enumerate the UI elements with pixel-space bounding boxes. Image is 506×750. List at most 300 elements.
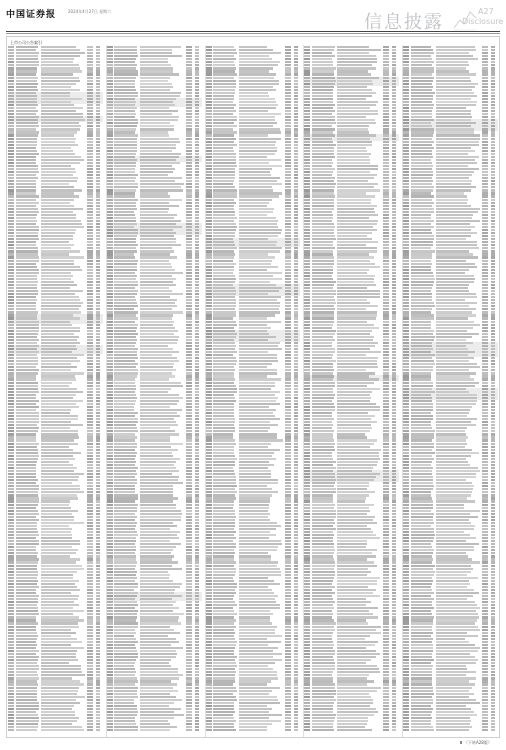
stock-code <box>107 250 113 252</box>
company-name <box>16 321 39 323</box>
company-name <box>114 162 136 164</box>
company-name <box>114 202 136 204</box>
index-row <box>8 397 103 399</box>
announcement-title <box>41 699 76 701</box>
announcement-title <box>41 522 84 524</box>
page-ref <box>96 537 100 539</box>
announcement-title <box>41 610 84 612</box>
page-ref <box>96 89 100 91</box>
announcement-title <box>41 568 84 570</box>
announcement-date <box>186 177 192 179</box>
index-row <box>8 58 103 60</box>
announcement-title <box>41 327 80 329</box>
page-ref <box>195 171 199 173</box>
page-ref <box>96 580 100 582</box>
company-name <box>114 110 135 112</box>
page-ref <box>96 138 100 140</box>
stock-code <box>107 128 113 130</box>
announcement-title <box>140 211 168 213</box>
index-row <box>8 534 103 536</box>
company-name <box>114 183 138 185</box>
company-name <box>16 488 40 490</box>
index-row <box>8 610 103 612</box>
page-ref <box>195 238 199 240</box>
company-name <box>16 229 39 231</box>
announcement-title <box>41 711 75 713</box>
stock-code <box>8 476 14 478</box>
announcement-title <box>140 186 181 188</box>
announcement-date <box>87 522 93 524</box>
company-name <box>114 168 134 170</box>
announcement-date <box>87 159 93 161</box>
index-row <box>107 217 202 219</box>
index-row <box>107 125 202 127</box>
stock-code <box>107 266 113 268</box>
page-ref <box>96 711 100 713</box>
page-ref <box>195 92 199 94</box>
announcement-date <box>87 723 93 725</box>
announcement-date <box>186 83 192 85</box>
stock-code <box>8 491 14 493</box>
company-name <box>114 199 138 201</box>
company-name <box>16 729 37 731</box>
page-ref <box>96 348 100 350</box>
announcement-date <box>87 415 93 417</box>
announcement-date <box>87 418 93 420</box>
announcement-date <box>87 464 93 466</box>
announcement-date <box>87 595 93 597</box>
stock-code <box>8 174 14 176</box>
company-name <box>16 491 39 493</box>
company-name <box>16 577 38 579</box>
page-ref <box>96 406 100 408</box>
announcement-date <box>186 64 192 66</box>
stock-code <box>107 260 113 262</box>
announcement-title <box>41 683 84 685</box>
stock-code <box>107 192 113 194</box>
index-row <box>8 314 103 316</box>
company-name <box>16 592 37 594</box>
page-ref <box>96 186 100 188</box>
company-name <box>16 49 37 51</box>
page-ref <box>96 656 100 658</box>
index-row <box>107 122 202 124</box>
announcement-date <box>87 330 93 332</box>
announcement-title <box>41 635 71 637</box>
announcement-title <box>41 586 77 588</box>
page-ref <box>96 147 100 149</box>
announcement-date <box>87 180 93 182</box>
announcement-title <box>41 378 76 380</box>
announcement-date <box>186 134 192 136</box>
page-ref <box>96 159 100 161</box>
announcement-date <box>186 67 192 69</box>
index-row <box>107 214 202 216</box>
announcement-date <box>186 199 192 201</box>
company-name <box>114 235 136 237</box>
page-ref <box>195 174 199 176</box>
company-name <box>16 433 36 435</box>
announcement-date <box>186 86 192 88</box>
page-ref <box>195 165 199 167</box>
index-row <box>8 622 103 624</box>
announcement-title <box>41 726 82 728</box>
index-row <box>8 586 103 588</box>
page-ref <box>96 391 100 393</box>
company-name <box>16 528 37 530</box>
page-ref <box>195 168 199 170</box>
stock-code <box>8 418 14 420</box>
page-ref <box>96 77 100 79</box>
stock-code <box>107 183 113 185</box>
company-name <box>16 665 39 667</box>
announcement-title <box>41 229 76 231</box>
announcement-date <box>87 153 93 155</box>
announcement-title <box>41 360 80 362</box>
announcement-title <box>41 424 83 426</box>
index-row <box>8 510 103 512</box>
announcement-title <box>41 183 69 185</box>
index-row <box>8 223 103 225</box>
index-row <box>8 458 103 460</box>
page-ref <box>96 366 100 368</box>
index-row <box>8 415 103 417</box>
stock-code <box>8 195 14 197</box>
page-ref <box>96 153 100 155</box>
company-name <box>16 461 38 463</box>
announcement-date <box>87 525 93 527</box>
company-name <box>114 195 135 197</box>
index-row <box>107 58 202 60</box>
stock-code <box>107 58 113 60</box>
stock-code <box>107 223 113 225</box>
index-row <box>8 229 103 231</box>
announcement-date <box>186 77 192 79</box>
announcement-title <box>41 290 83 292</box>
index-row <box>8 159 103 161</box>
stock-code <box>8 159 14 161</box>
index-row <box>8 232 103 234</box>
announcement-date <box>87 424 93 426</box>
page-ref <box>96 543 100 545</box>
announcement-title <box>41 525 69 527</box>
page-ref <box>96 385 100 387</box>
stock-code <box>8 516 14 518</box>
announcement-title <box>41 439 74 441</box>
stock-code <box>8 375 14 377</box>
index-row <box>8 580 103 582</box>
company-name <box>16 174 37 176</box>
company-name <box>16 430 38 432</box>
page-ref <box>96 638 100 640</box>
page-ref <box>195 189 199 191</box>
stock-code <box>8 711 14 713</box>
index-row <box>107 61 202 63</box>
stock-code <box>107 189 113 191</box>
company-name <box>16 217 36 219</box>
index-row <box>8 107 103 109</box>
company-name <box>16 415 40 417</box>
announcement-date <box>87 363 93 365</box>
index-row <box>107 144 202 146</box>
company-name <box>16 641 37 643</box>
announcement-date <box>186 110 192 112</box>
index-row <box>8 726 103 728</box>
company-name <box>16 635 38 637</box>
announcement-date <box>87 717 93 719</box>
announcement-title <box>41 604 79 606</box>
company-name <box>114 98 134 100</box>
announcement-date <box>186 144 192 146</box>
page-ref <box>96 290 100 292</box>
index-row <box>8 568 103 570</box>
index-row <box>8 647 103 649</box>
stock-code <box>8 635 14 637</box>
page-ref <box>96 443 100 445</box>
announcement-date <box>186 247 192 249</box>
company-name <box>16 345 39 347</box>
announcement-title <box>41 476 79 478</box>
announcement-date <box>87 49 93 51</box>
index-row <box>8 421 103 423</box>
company-name <box>16 409 37 411</box>
announcement-date <box>87 299 93 301</box>
index-row <box>107 101 202 103</box>
announcement-date <box>87 665 93 667</box>
stock-code <box>107 104 113 106</box>
announcement-title <box>41 607 73 609</box>
index-row <box>8 208 103 210</box>
index-row <box>107 165 202 167</box>
announcement-date <box>87 232 93 234</box>
company-name <box>114 260 138 262</box>
company-name <box>16 458 38 460</box>
announcement-date <box>87 296 93 298</box>
announcement-title <box>140 244 181 246</box>
index-row <box>8 104 103 106</box>
announcement-title <box>41 177 78 179</box>
announcement-title <box>41 107 83 109</box>
announcement-date <box>186 122 192 124</box>
announcement-date <box>87 89 93 91</box>
company-name <box>16 394 37 396</box>
index-row <box>8 577 103 579</box>
company-name <box>114 208 136 210</box>
announcement-title <box>140 238 176 240</box>
stock-code <box>107 244 113 246</box>
stock-code <box>8 226 14 228</box>
announcement-date <box>87 46 93 48</box>
stock-code <box>8 177 14 179</box>
index-row <box>8 592 103 594</box>
company-name <box>16 317 38 319</box>
announcement-date <box>87 439 93 441</box>
announcement-title <box>41 168 75 170</box>
stock-code <box>107 83 113 85</box>
company-name <box>16 494 38 496</box>
announcement-title <box>41 467 77 469</box>
announcement-title <box>41 702 80 704</box>
company-name <box>114 134 137 136</box>
company-name <box>16 699 37 701</box>
page-ref <box>96 653 100 655</box>
announcement-title <box>41 241 69 243</box>
page-ref <box>195 153 199 155</box>
stock-code <box>107 220 113 222</box>
company-name <box>16 671 38 673</box>
announcement-date <box>87 378 93 380</box>
page-ref <box>96 101 100 103</box>
announcement-title <box>140 275 172 277</box>
announcement-title <box>41 256 84 258</box>
index-row <box>8 406 103 408</box>
page-ref <box>96 571 100 573</box>
index-row <box>8 220 103 222</box>
page-ref <box>96 55 100 57</box>
stock-code <box>107 226 113 228</box>
announcement-title <box>41 128 80 130</box>
index-row <box>8 635 103 637</box>
index-row <box>107 269 202 271</box>
index-row <box>107 131 202 133</box>
page-ref <box>96 229 100 231</box>
announcement-title <box>41 180 77 182</box>
stock-code <box>8 723 14 725</box>
announcement-title <box>41 598 78 600</box>
announcement-date <box>87 507 93 509</box>
announcement-date <box>87 348 93 350</box>
page-ref <box>195 73 199 75</box>
page-ref <box>96 83 100 85</box>
stock-code <box>8 644 14 646</box>
announcement-title <box>140 110 178 112</box>
stock-code <box>8 470 14 472</box>
page-ref <box>96 446 100 448</box>
company-name <box>114 95 137 97</box>
announcement-title <box>41 656 76 658</box>
announcement-title <box>41 336 79 338</box>
announcement-title <box>41 513 72 515</box>
stock-code <box>107 92 113 94</box>
page-ref <box>96 586 100 588</box>
company-name <box>16 153 40 155</box>
index-row <box>8 729 103 731</box>
stock-code <box>8 168 14 170</box>
company-name <box>16 388 39 390</box>
page-ref <box>96 568 100 570</box>
announcement-date <box>186 52 192 54</box>
page-ref <box>96 131 100 133</box>
announcement-date <box>186 92 192 94</box>
stock-code <box>107 64 113 66</box>
announcement-date <box>186 208 192 210</box>
index-row <box>8 168 103 170</box>
page-ref <box>96 574 100 576</box>
announcement-date <box>87 589 93 591</box>
announcement-title <box>41 418 78 420</box>
index-row <box>107 235 202 237</box>
page-ref <box>195 144 199 146</box>
announcement-title <box>41 571 77 573</box>
stock-code <box>8 629 14 631</box>
page-ref <box>96 141 100 143</box>
announcement-title <box>41 629 71 631</box>
announcement-title <box>41 247 71 249</box>
announcement-date <box>87 67 93 69</box>
company-name <box>16 507 37 509</box>
announcement-title <box>140 49 173 51</box>
announcement-date <box>186 171 192 173</box>
announcement-date <box>87 226 93 228</box>
index-row <box>8 238 103 240</box>
stock-code <box>8 64 14 66</box>
announcement-date <box>87 369 93 371</box>
page-ref <box>96 546 100 548</box>
announcement-date <box>87 263 93 265</box>
index-row <box>8 632 103 634</box>
page-ref <box>96 473 100 475</box>
company-name <box>114 272 134 274</box>
announcement-title <box>140 223 176 225</box>
stock-code <box>8 150 14 152</box>
stock-code <box>8 345 14 347</box>
page-ref <box>96 683 100 685</box>
announcement-title <box>41 138 76 140</box>
company-name <box>16 629 36 631</box>
stock-code <box>8 696 14 698</box>
announcement-title <box>41 116 83 118</box>
company-name <box>16 656 39 658</box>
stock-code <box>8 391 14 393</box>
page-ref <box>96 284 100 286</box>
announcement-title <box>41 363 71 365</box>
company-name <box>16 455 39 457</box>
page-ref <box>96 260 100 262</box>
announcement-date <box>87 317 93 319</box>
announcement-date <box>87 696 93 698</box>
page-ref <box>195 110 199 112</box>
page-ref <box>96 659 100 661</box>
index-row <box>8 598 103 600</box>
page-ref <box>96 577 100 579</box>
stock-code <box>8 95 14 97</box>
index-row <box>8 540 103 542</box>
index-row <box>8 687 103 689</box>
announcement-date <box>186 186 192 188</box>
company-name <box>16 571 39 573</box>
company-name <box>114 244 138 246</box>
page-ref <box>195 134 199 136</box>
company-name <box>16 504 39 506</box>
company-name <box>114 177 136 179</box>
index-row <box>8 439 103 441</box>
announcement-title <box>41 299 80 301</box>
announcement-date <box>87 671 93 673</box>
stock-code <box>8 366 14 368</box>
announcement-title <box>140 159 177 161</box>
page-ref <box>96 360 100 362</box>
announcement-date <box>87 366 93 368</box>
announcement-title <box>41 110 76 112</box>
index-row <box>8 299 103 301</box>
announcement-title <box>41 622 78 624</box>
announcement-date <box>87 677 93 679</box>
announcement-title <box>41 357 77 359</box>
stock-code <box>107 174 113 176</box>
stock-code <box>107 217 113 219</box>
announcement-title <box>140 67 174 69</box>
announcement-title <box>41 375 75 377</box>
